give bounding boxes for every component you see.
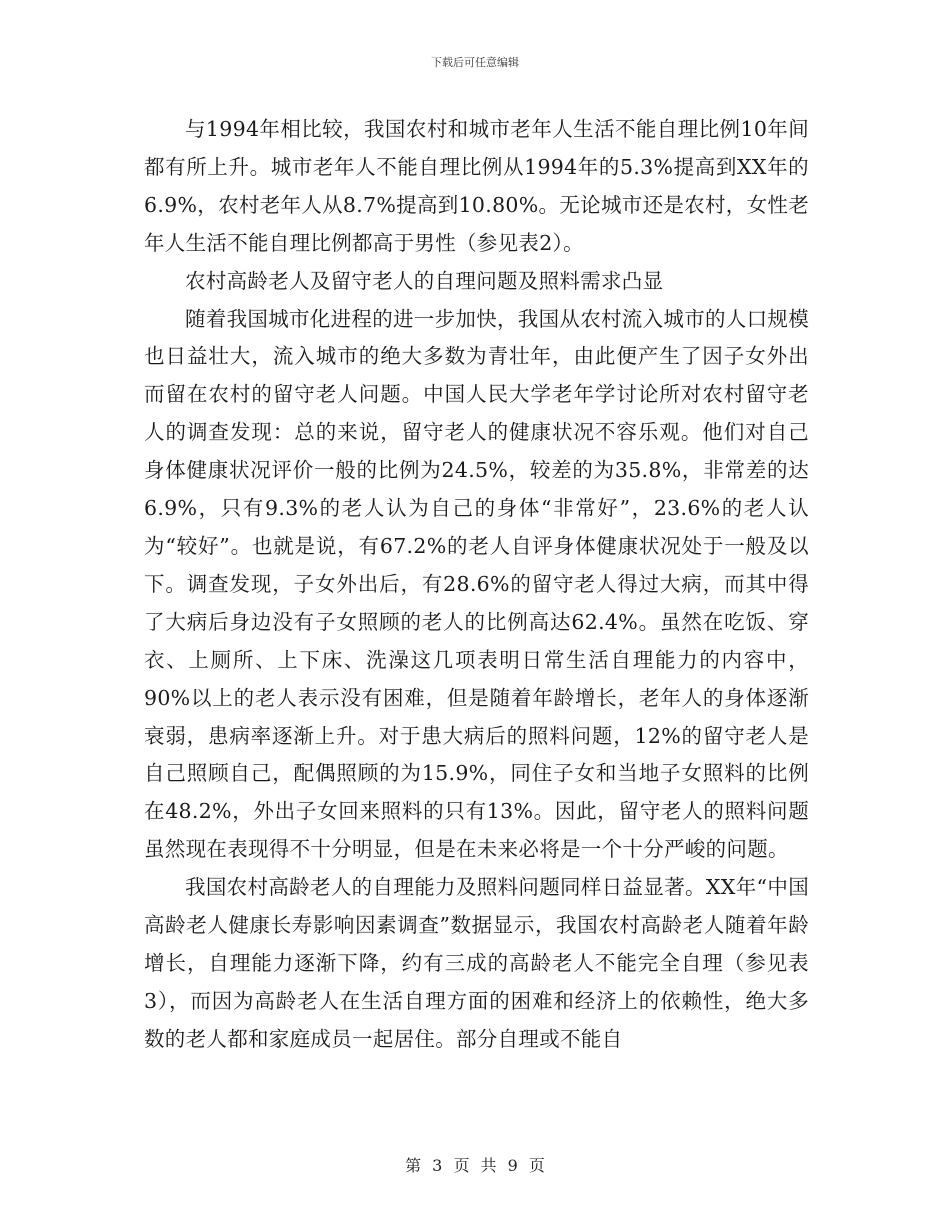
page-number-footer: 第 3 页 共 9 页 <box>405 1156 545 1175</box>
paragraph-left-behind-elderly: 随着我国城市化进程的进一步加快，我国从农村流入城市的人口规模也日益壮大，流入城市的绝大多数为青壮年，由此便产生了因子女外出而留在农村的留守老人问题。中国人民大学老年学讨论所对农村留守老人的调查发现：总的来说，留守老人的健康状况不容乐观。他们对自己身体健康状况评价一般的比例为24.5%，较差的为35.8%，非常差的达6.9%，只有9.3%的老人认为自己的身体“非常好”，23.6%的老人认为“较好”。也就是说，有67.2%的老人自评身体健康状况处于一般及以下。调查发现，子女外出后，有28.6%的留守老人得过大病，而其中得了大病后身边没有子女照顾的老人的比例高达62.4%。虽然在吃饭、穿衣、上厕所、上下床、洗澡这几项表明日常生活自理能力的内容中，90%以上的老人表示没有困难，但是随着年龄增长，老年人的身体逐渐衰弱，患病率逐渐上升。对于患大病后的照料问题，12%的留守老人是自己照顾自己，配偶照顾的为15.9%，同住子女和当地子女照料的比例在48.2%，外出子女回来照料的只有13%。因此，留守老人的照料问题虽然现在表现得不十分明显，但是在未来必将是一个十分严峻的问题。 <box>144 306 809 862</box>
paragraph-oldest-old-care: 我国农村高龄老人的自理能力及照料问题同样日益显著。XX年“中国高龄老人健康长寿影响因素调查”数据显示，我国农村高龄老人随着年龄增长，自理能力逐渐下降，约有三成的高龄老人不能完全自理（参见表3），而因为高龄老人在生活自理方面的困难和经济上的依赖性，绝大多数的老人都和家庭成员一起居住。部分自理或不能自 <box>144 875 809 1051</box>
paragraph-care-ratio-comparison: 与1994年相比较，我国农村和城市老年人生活不能自理比例10年间都有所上升。城市老年人不能自理比例从1994年的5.3%提高到XX年的6.9%，农村老年人从8.7%提高到10.80%。无论城市还是农村，女性老年人生活不能自理比例都高于男性（参见表2）。 <box>144 117 809 255</box>
section-heading-rural-elderly: 农村高龄老人及留守老人的自理问题及照料需求凸显 <box>185 268 664 293</box>
document-body <box>144 111 809 1059</box>
page-header: 下载后可任意编辑 <box>431 56 519 69</box>
